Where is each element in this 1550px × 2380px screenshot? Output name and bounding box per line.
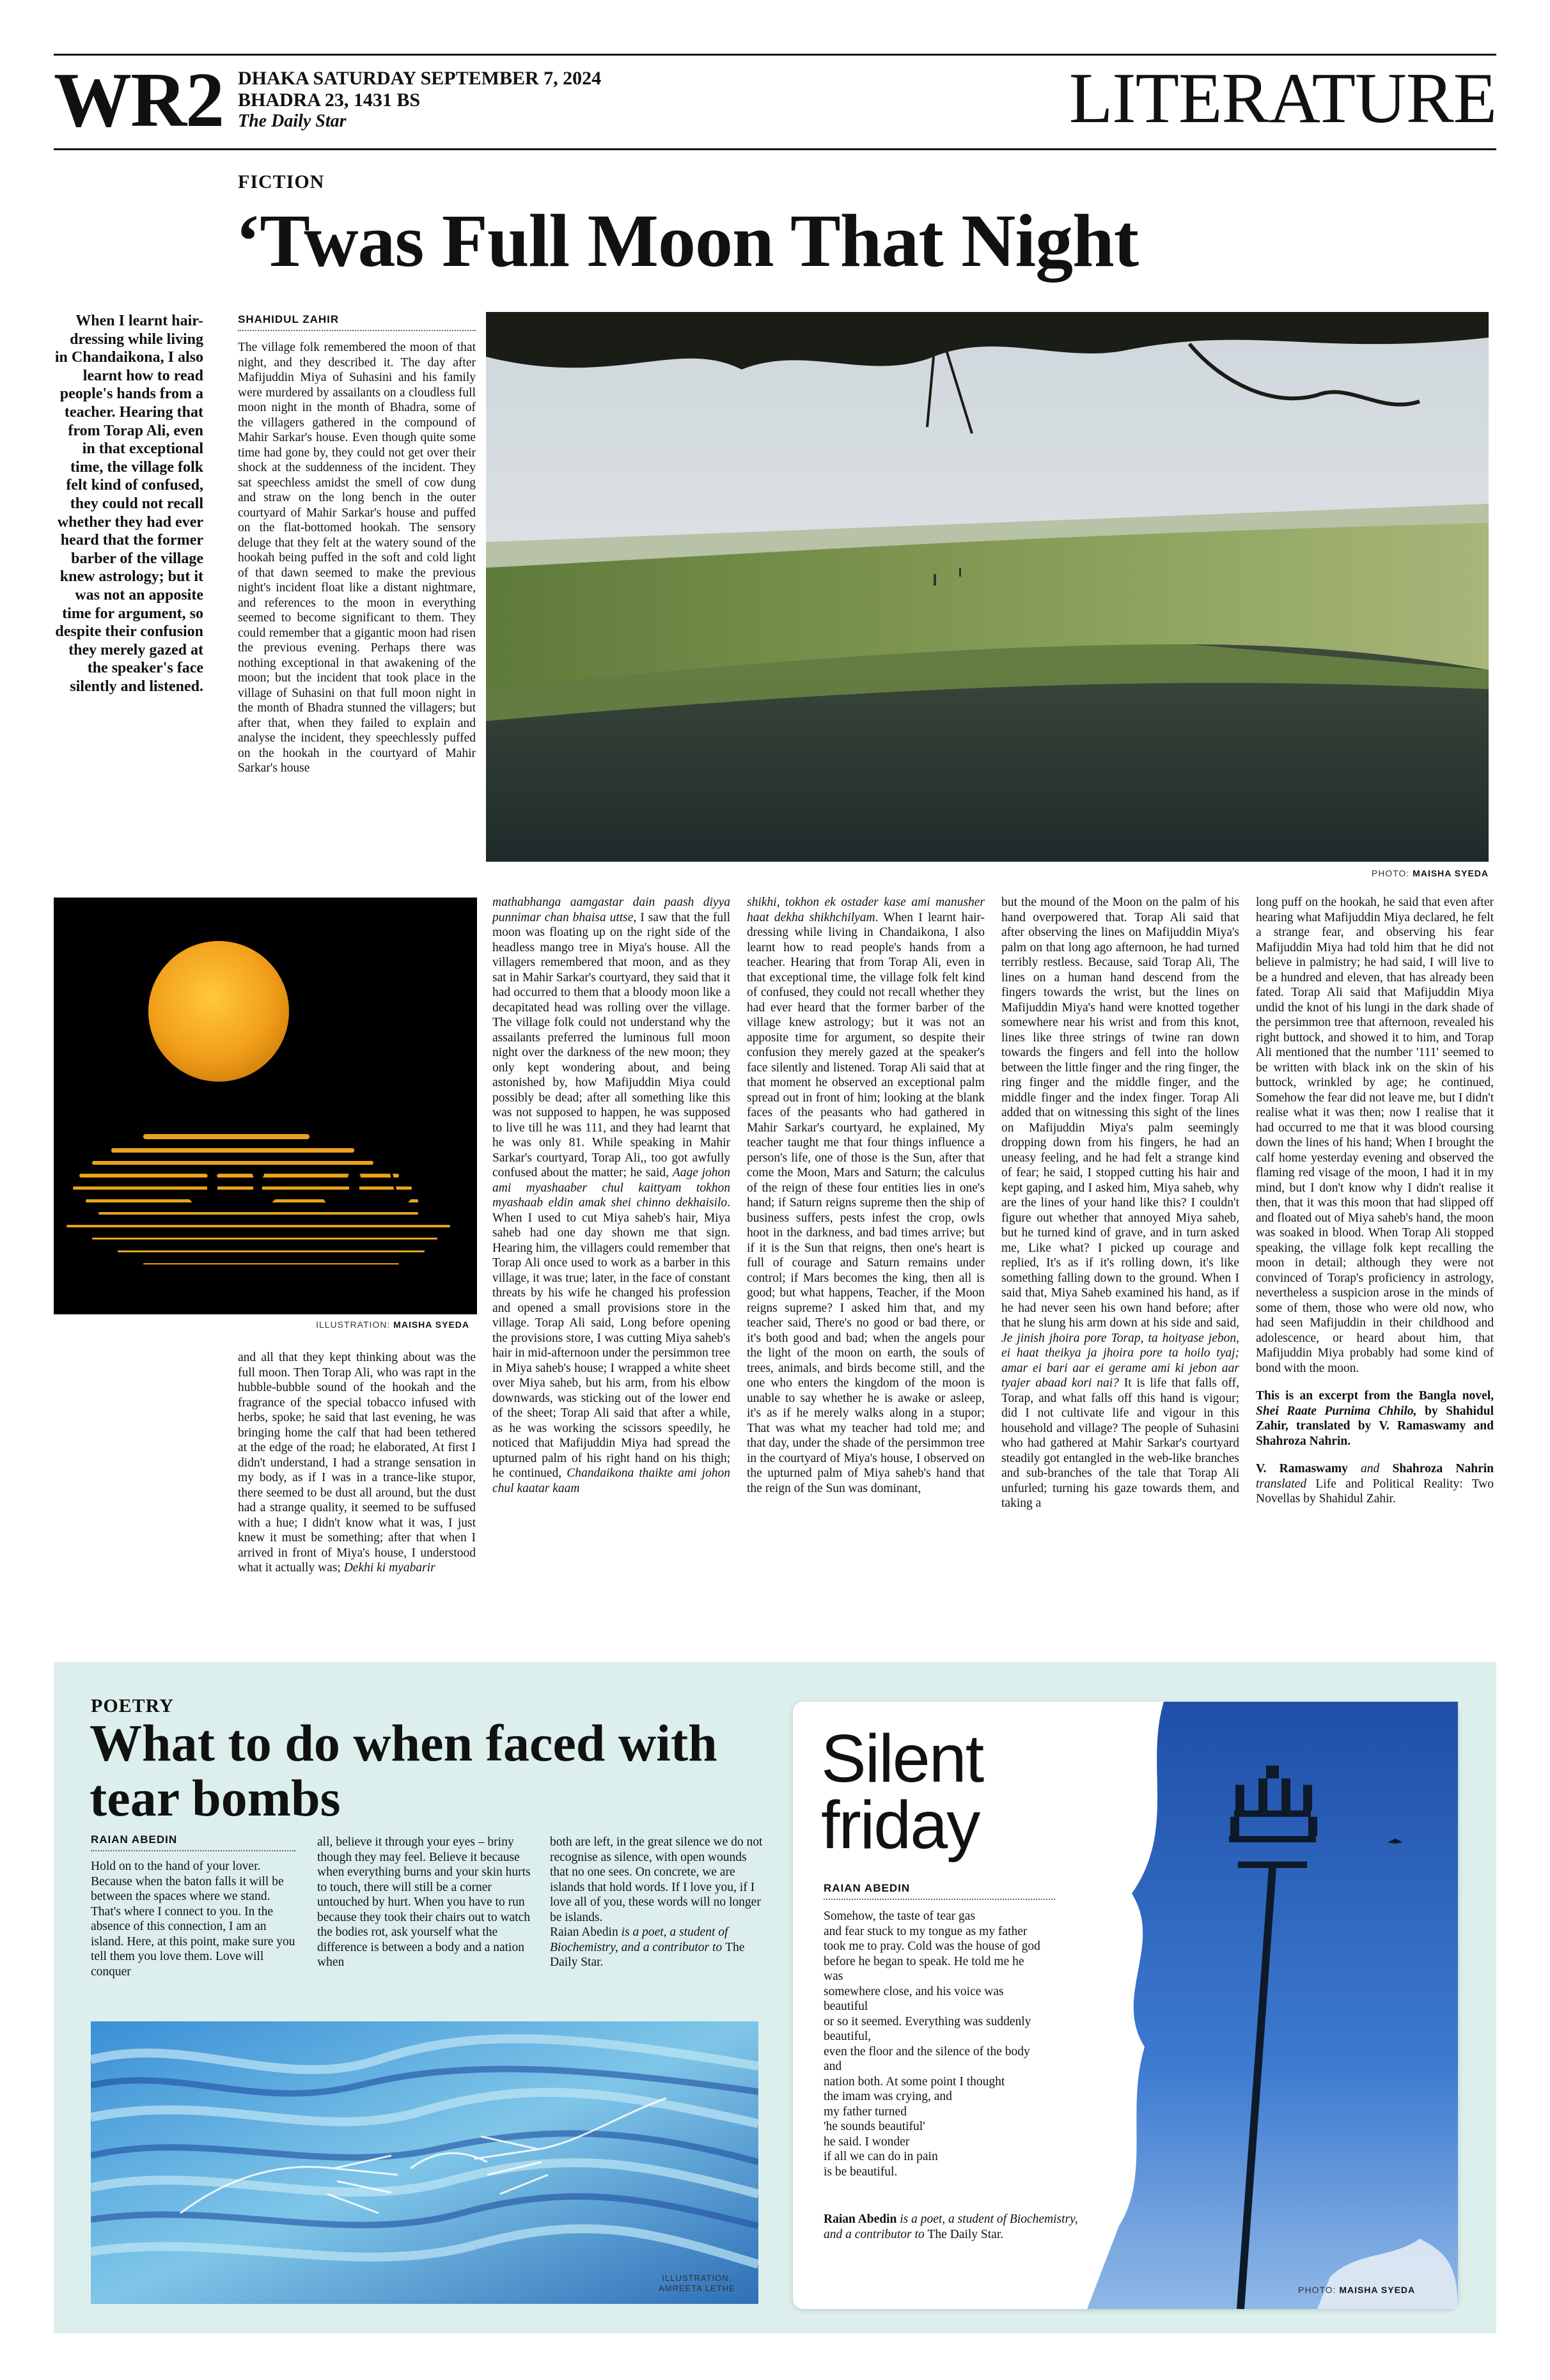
text-run: but the mound of the Moon on the palm of his hand overpowered that. Torap Ali said that after observing the lines on Mafijuddin Miya's palm on that long ago afternoon, he had turned terribly restless. Because, said Torap Ali, The lines on a human hand descend from the fingers towards the wrist, but the lines on Mafijuddin Miya's hand were knotted together somewhere near his wrist and from this knot, lines like three strings of twine ran down towards the fingers and fell into the hollow between the little finger and the ring finger, the ring finger and the middle finger, and the middle finger and the index finger. Torap Ali added that on witnessing this sight of the lines on Mafijuddin Miya's palm seemingly dropping down from his fingers, he had an uneasy feeling, and he had felt a strange kind of fear; he said, I stopped cutting his hair and kept gaping, and I asked him, Miya saheb, why are the lines of your hand like this? I couldn't figure out whether that annoyed Miya saheb, but he turned kind of grave, and in turn asked me, Like what? I picked up courage and replied, It's as if it's rolling down, it's like something falling down to the ground. When I said that, Miya Saheb examined his hand, as if he had never seen his own hand before; after that he slung his arm down at his side and said, <box>1001 896 1239 1330</box>
poem-line: 'he sounds beautiful' <box>824 2120 925 2133</box>
fiction-column-2 <box>492 895 730 1647</box>
poem-line: beautiful, <box>824 2030 872 2043</box>
fiction-byline: SHAHIDUL ZAHIR <box>238 313 340 325</box>
fiction-paragraph <box>492 895 730 1496</box>
text-run: , I saw that the full moon was floating up on the right side of the headless mango tree in Miya's house. All the villagers remembered that moon, and as they sat in Mahir Sarkar's courtyard, they said that it had occurred to them that a bloody moon like a decapitated head was rolling over the village. The village folk could not understand why the assailants preferred the luminous full moon night over the darkness of the new moon; they only kept wondering about, and being astonished by, how Mafijuddin Miya could possibly be dead; after all something like this was not supposed to happen, he was supposed to live till he was 111, and they had learnt that he was only 81. While speaking in Mahir Sarkar's courtyard, Torap Ali,, too got awfully confused about the matter; he said, <box>492 910 730 1179</box>
poetry-kicker: POETRY <box>91 1695 174 1716</box>
paper-ref: The Daily Star <box>927 2227 1001 2241</box>
bio-text: is a poet, a student of Biochemistry, and a contributor to <box>550 1925 728 1954</box>
bio-text: translated <box>1256 1477 1316 1491</box>
poem-line: my father turned <box>824 2104 907 2119</box>
poem-column-3 <box>550 1835 767 1970</box>
moon-illustration <box>54 898 477 1314</box>
poem2-body <box>824 1909 1079 2179</box>
poem-line: before he began to speak. He told me he <box>824 1954 1024 1968</box>
poem-line: and <box>824 2060 842 2073</box>
moon-illustration-credit <box>316 1319 469 1330</box>
bangla-run: Aage johon ami myashaaber chul kaittyam tokhon myashaab eldin amak shei chinno dekhaisilo <box>492 1166 730 1209</box>
poet-bio <box>550 1925 767 1970</box>
note-text: by Shahidul Zahir, translated by V. Ramaswamy and Shahroza Nahrin. <box>1256 1404 1494 1448</box>
translator-name: V. Ramaswamy <box>1256 1462 1348 1475</box>
section-title: LITERATURE <box>1069 59 1496 138</box>
translator-name: Shahroza Nahrin <box>1392 1462 1494 1475</box>
photo-credit-name: MAISHA SYEDA <box>1413 868 1489 878</box>
bangla-run: shikhi, tokhon ek ostader kase ami manusher haat dekha shikhchilyam <box>747 896 985 924</box>
note-text: This is an excerpt from the Bangla novel, <box>1256 1389 1494 1403</box>
bangla-run: Chandaikona thaikte ami johon chul kaatar kaam <box>492 1466 730 1495</box>
poetry-title: What to do when faced with tear bombs <box>90 1714 717 1828</box>
poem2-title-line: friday <box>821 1787 980 1863</box>
byline-rule <box>238 330 476 331</box>
book-title: Life and Political Reality: Two Novellas by Shahidul Zahir <box>1256 1477 1494 1505</box>
date: DHAKA SATURDAY SEPTEMBER 7, 2024 <box>238 68 602 89</box>
poem-line: he said. I wonder <box>824 2135 910 2149</box>
translator-bio <box>1256 1461 1494 1507</box>
poem-line: if all we can do in pain <box>824 2150 938 2163</box>
poem-line: was <box>824 1970 843 1983</box>
byline-rule <box>91 1850 295 1851</box>
text-run: . When I learnt hair-dressing while living in Chandaikona, I also learnt how to read people's hands from a teacher. Hearing that from Torap Ali, even in that exceptional time, the village folk felt kind of confused, they could not recall whether they had ever heard that the former barber of the village knew astrology; but it was not an apposite time for argument, so despite their confusion they merely gazed at the speaker's face silently and listened. Torap Ali said that at that moment he observed an exceptional palm spread out in front of him; looking at the blank faces of the peasants who had gathered in Mahir Sarkar's courtyard, he explained, My teacher taught me that four things influence a person's life, one of those is the Sun, after that come the Moon, Mars and Saturn; the calculus of the reign of these four entities lies in one's hand; if Saturn reigns supreme then the ship of business suffers, pests infest the crop, owls hoot in the darkness, and bad times arrive; but if it is the Sun that reigns, then one's heart is full of courage and Saturn remains under control; if Mars becomes the king, then all is good; but what happens, Teacher, if the Moon reigns supreme? I asked him that, and my teacher said, There's no good or bad there, or it's both good and bad; when the angels pour the light of the moon on earth, the souls of trees, animals, and birds become still, and the one who enters the kingdom of the moon is unable to say whether he is awake or asleep, it's as if he merely walks along in a stupor; That was what my teacher had told me; and that day, under the shade of the persimmon tree in the courtyard of Miya's house, I observed on the upturned palm of Miya saheb's hand that the reign of the Sun was dominant, <box>747 910 985 1495</box>
poem2-title <box>821 1721 983 1863</box>
masthead-top-rule <box>54 54 1496 56</box>
bio-end: . <box>600 1956 604 1969</box>
poem-line: is be beautiful. <box>824 2165 898 2179</box>
fiction-kicker: FICTION <box>238 171 325 192</box>
poem2-bio <box>824 2212 1079 2242</box>
byline-rule <box>824 1899 1055 1900</box>
fiction-column-3 <box>747 895 985 1647</box>
text-run: It is life that falls off, Torap, and what falls off this hand is vigour; did I not cultivate life and vigour in this household and village? The people of Suhasini who had gathered at Mahir Sarkar's courtyard steadily got entangled in the web-like branches and sub-branches of the tale that Torap Ali unfurled; turning his gaze towards them, and taking a <box>1001 1376 1239 1510</box>
floodlight-photo-graphic <box>1087 1702 1458 2309</box>
hands-illustration-credit <box>659 2273 735 2294</box>
illus-credit-name: MAISHA SYEDA <box>393 1319 469 1330</box>
fiction-headline: ‘Twas Full Moon That Night <box>235 199 1139 283</box>
text-run: and all that they kept thinking about was the full moon. Then Torap Ali, who was rapt in the hubble-bubble sound of the hookah and the fragrance of the special tobacco infused with herbs, spoke; he said that last evening, he was bringing home the calf that had been tethered at the edge of the road; he elaborated, At first I didn't understand, I had a strange sensation in my body, as if I was in a trance-like stupor, there seemed to be dust all around, but the dust had a strange quality, it seemed to be suffused with a hue; I didn't know what it was, I just knew it must be something; after that when I arrived in front of Miya's house, I understood what it actually was; <box>238 1351 476 1575</box>
bio-text: and <box>1347 1462 1393 1475</box>
floodlight-photo-credit <box>1298 2285 1415 2295</box>
poem-line: even the floor and the silence of the body <box>824 2044 1030 2058</box>
bangla-run: Dekhi ki myabarir <box>343 1561 435 1575</box>
novel-title: Shei Raate Purnima Chhilo, <box>1256 1404 1417 1418</box>
hands-illustration-graphic <box>91 2021 758 2304</box>
page-code: WR2 <box>54 57 224 143</box>
poet-name: Raian Abedin <box>550 1925 618 1939</box>
bio-text: is a poet, a student of Biochemistry, and a contributor to <box>824 2213 1078 2241</box>
bangla-run: mathabhanga aamgastar dain paash diyya punnimar chan bhaisa uttse <box>492 896 730 924</box>
fiction-paragraph: long puff on the hookah, he said that even after hearing what Mafijuddin Miya declared, he felt a strange fear, and observing his fear Mafijuddin Miya had told him that he did not believe in palmistry; he had said, I will live to be a hundred and eleven, that has already been fated. Torap Ali said that Mafijuddin Miya undid the knot of his lungi in the dark shade of the persimmon tree that afternoon, revealed his right buttock, and showed it to him, and Torap Ali mentioned that the number '111' seemed to be written with black ink on the skin of his buttock, wrinkled by age; he continued, Somehow the fear did not leave me, but I didn't realise what it was then; now I realise that it had occurred to me that it was blood coursing down the lines of his hand; When I brought the calf home yesterday evening and observed the flaming red visage of the moon, I had it in my mind, but I don't know why I didn't realise it then, that it was this moon that had slipped off and floated out of Miya saheb's hand, the moon was soaked in blood. When Torap Ali stopped speaking, the village folk kept recalling the moon in detail; although they were not convinced of Torap's proficiency in astrology, nevertheless a suspicion arose in the minds of some of them, those who were old now, who had seen Mafijuddin in their childhood and adolescence, or heard about him, that Mafijuddin Miya probably had some kind of bond with the moon. <box>1256 896 1494 1375</box>
field-photo <box>486 312 1489 862</box>
fiction-paragraph: The village folk remembered the moon of that night, and they described it. The day after Mafijuddin Miya of Suhasini and his family were murdered by assailants on a cloudless full moon night in the month of Bhadra, some of the villagers gathered in the compound of Mahir Sarkar's house. Even though quite some time had gone by, they could not get over their shock at the suddenness of the incident. They sat speechless amidst the smell of cow dung and straw on the long bench in the outer courtyard of Mahir Sarkar's house and puffed on the flat-bottomed hookah. The sensory deluge that they felt at the watery sound of the hookah being puffed in the soft and cold light of that dawn seemed to make the previous night's incident float like a distant nightmare, and references to the moon in everything seemed to become significant to them. They could remember that a gigantic moon had risen the previous evening. Perhaps there was nothing exceptional in that awakening of the moon; but the incident that took place in the village of Suhasini on that full moon night in the month of Bhadra stunned the villagers; but after that, when they failed to explain and analyse the incident, they speechlessly puffed on the hookah in the courtyard of Mahir Sarkar's house <box>238 341 476 775</box>
poem2-title-line: Silent <box>821 1721 983 1796</box>
dateline <box>238 68 601 111</box>
paper-ref: The Daily Star <box>550 1940 745 1969</box>
pull-quote: When I learnt hair-dressing while living in Chandaikona, I also learnt how to read people's hands from a teacher. Hearing that from Torap Ali, even in that exceptional time, the village folk felt kind of confused, they could not recall whether they had ever heard that the former barber of the village knew astrology; but it was not an apposite time for argument, so despite their confusion they merely gazed at the speaker's face silently and listened. <box>54 313 203 695</box>
bangla-run: Je jinish jhoira pore Torap, ta hoityase jebon, ei haat theikya ja jhoira pore ta hoilo tyaj; amar ei bari aar ei gerame ami ki jebon aar tyajer abaad kori nai? <box>1001 1331 1239 1390</box>
poem-line: or so it seemed. Everything was suddenly <box>824 2014 1031 2028</box>
fiction-paragraph <box>238 1350 476 1576</box>
bangla-date: BHADRA 23, 1431 BS <box>238 89 421 111</box>
paper-name: The Daily Star <box>238 111 347 131</box>
poem-line: Somehow, the taste of tear gas <box>824 1909 975 1923</box>
poem2-byline: RAIAN ABEDIN <box>824 1882 911 1894</box>
hands-illustration <box>91 2021 758 2304</box>
poem-text: both are left, in the great silence we do not recognise as silence, with open wounds that no one sees. On concrete, we are islands that hold words. If I love you, if I love all of you, these words will no longer be islands. <box>550 1835 763 1924</box>
moon-illustration-graphic <box>54 898 477 1314</box>
fiction-paragraph <box>1001 895 1239 1511</box>
photo-credit-label: PHOTO: <box>1298 2285 1336 2295</box>
poem-line: somewhere close, and his voice was <box>824 1984 1004 1998</box>
poet-name: Raian Abedin <box>824 2213 897 2226</box>
photo-credit-label: PHOTO: <box>1371 868 1410 878</box>
bio-end: . <box>1392 1492 1396 1505</box>
field-photo-graphic <box>486 312 1489 862</box>
poem-line: took me to pray. Cold was the house of god <box>824 1940 1040 1953</box>
text-run: . When I used to cut Miya saheb's hair, Miya saheb had one day shown me that sign. Hearing him, the villagers could remember that Torap Ali once used to work as a barber in this village, it was true; later, in the face of constant threats by his wife he changed his profession and opened a small provisions store in the village. Torap Ali said, Long before opening the provisions store, I was cutting Miya saheb's hair in mid-afternoon under the persimmon tree in Miya saheb's house; I wrapped a white sheet over Miya saheb, but his arm, from his elbow downwards, was sticking out of the lower end of the sheet; Torap Ali said that after a while, as he was working the scissors speedily, he noticed that Mafijuddin Miya had spread the upturned palm of his right hand on his thigh; he continued, <box>492 1196 730 1480</box>
excerpt-note <box>1256 1388 1494 1449</box>
masthead-bottom-rule <box>54 148 1496 150</box>
field-photo-credit <box>1372 868 1489 878</box>
illus-credit-label: ILLUSTRATION: <box>662 2273 732 2283</box>
floodlight-photo <box>1087 1702 1458 2309</box>
poem-line: nation both. At some point I thought <box>824 2074 1005 2088</box>
fiction-column-1b <box>238 1350 476 1647</box>
illus-credit-name: AMREETA LETHE <box>659 2283 735 2293</box>
fiction-column-4 <box>1001 895 1239 1647</box>
fiction-column-5 <box>1256 895 1494 1647</box>
fiction-column-1 <box>238 340 476 869</box>
fiction-paragraph <box>747 895 985 1496</box>
bio-end: . <box>1000 2227 1004 2241</box>
illus-credit-label: ILLUSTRATION: <box>316 1319 391 1330</box>
poem-line: and fear stuck to my tongue as my father <box>824 1924 1028 1938</box>
poem-line: the imam was crying, and <box>824 2090 952 2103</box>
poetry-byline: RAIAN ABEDIN <box>91 1833 178 1846</box>
photo-credit-name: MAISHA SYEDA <box>1339 2285 1416 2295</box>
poem-column-2: all, believe it through your eyes – briny though they may feel. Believe it because when everything burns and your skin hurts to touch, there will still be a corner untouched by hurt. When you have to run because they took their chairs out to watch the bodies rot, ask yourself what the difference is between a body and a nation when <box>317 1835 531 1969</box>
poem-line: beautiful <box>824 2000 868 2013</box>
poem-column-1: Hold on to the hand of your lover. Because when the baton falls it will be between the spaces where we stand. That's where I connect to you. In the absence of this connection, I am an island. Here, at this point, make sure you tell them you love them. Love will conquer <box>91 1860 295 1979</box>
